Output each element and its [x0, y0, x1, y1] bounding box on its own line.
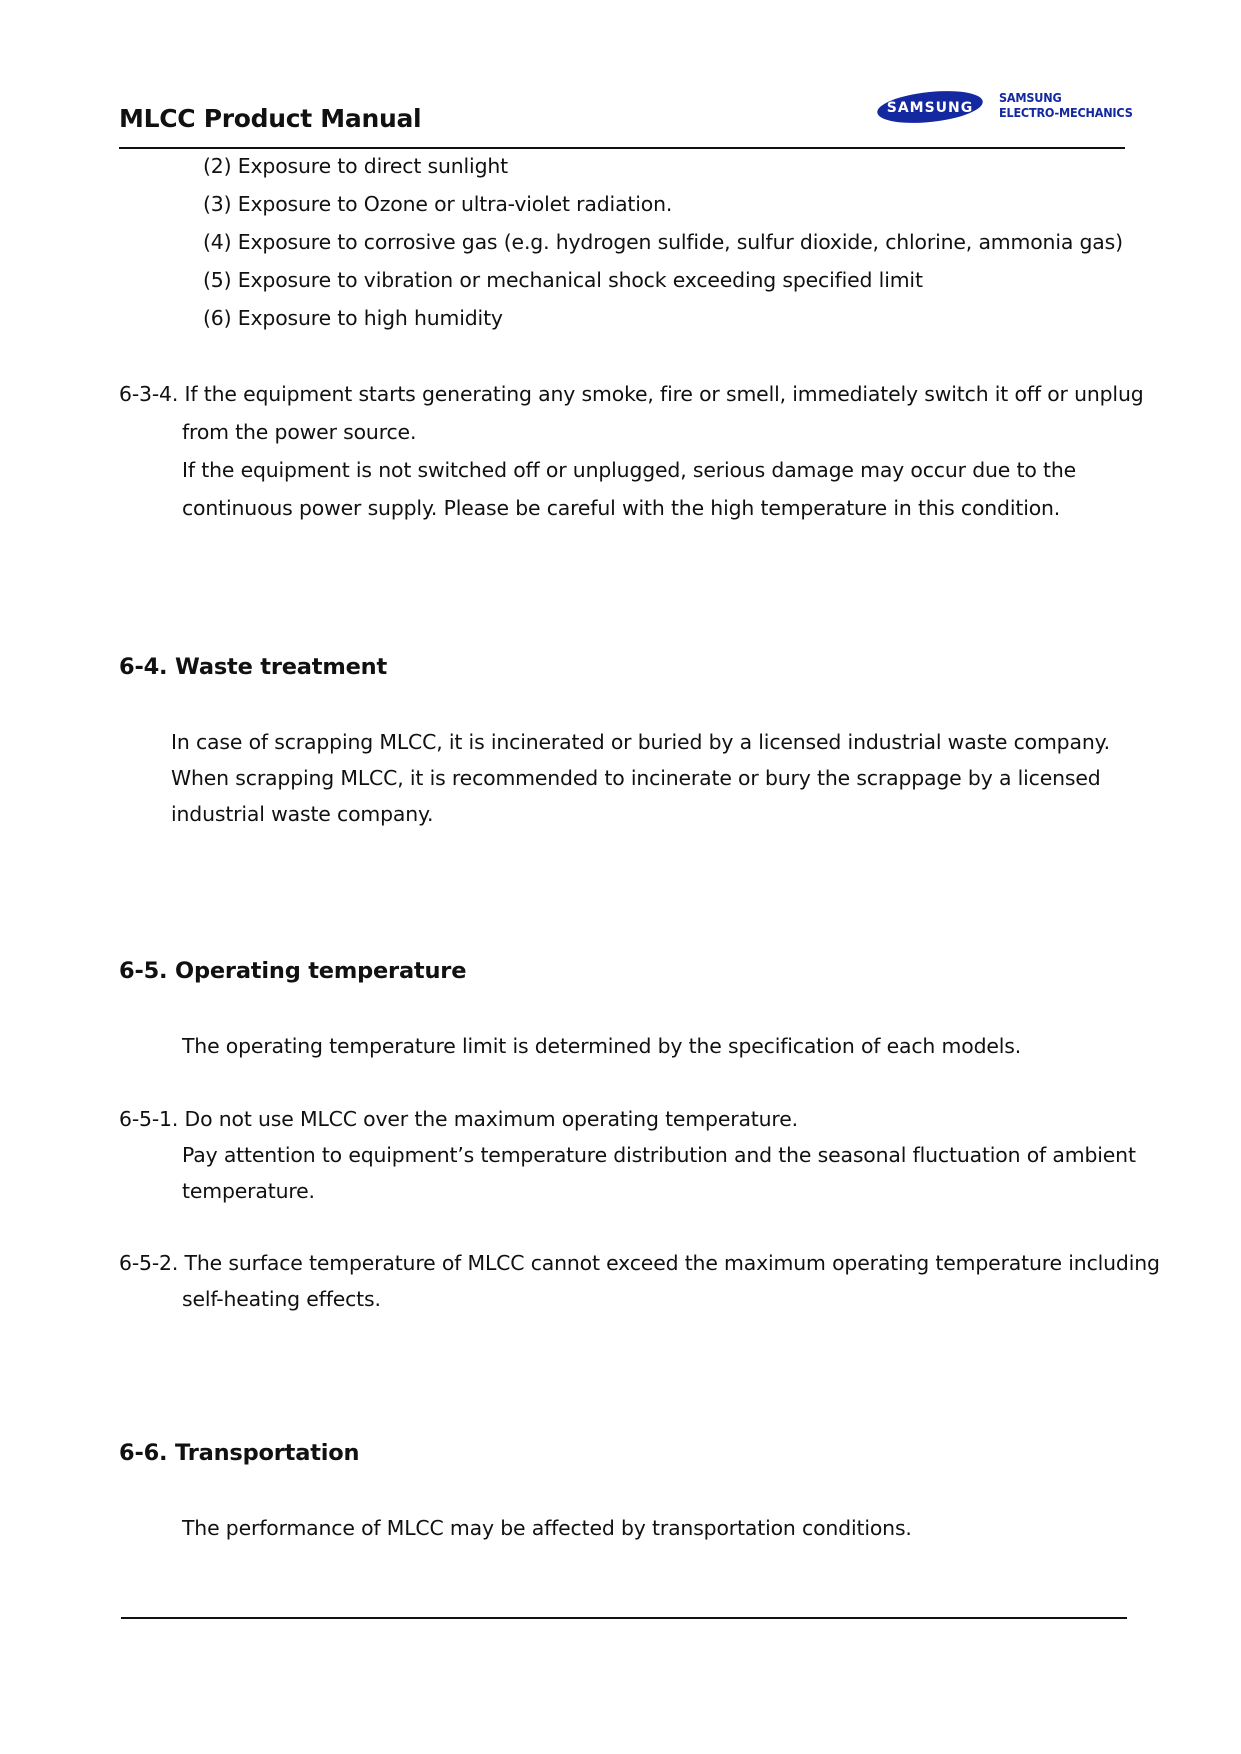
header-divider: [119, 147, 1125, 149]
company-name: [999, 90, 1133, 120]
paragraph-line: from the power source.: [182, 420, 417, 444]
samsung-oval-logo-icon: [876, 89, 984, 125]
paragraph-line: The operating temperature limit is determined by the specification of each models.: [182, 1034, 1022, 1058]
document-title: MLCC Product Manual: [119, 104, 422, 133]
list-item: (2) Exposure to direct sunlight: [203, 154, 508, 178]
paragraph-line: In case of scrapping MLCC, it is incinerated or buried by a licensed industrial waste company.: [171, 730, 1110, 754]
list-item: (3) Exposure to Ozone or ultra-violet radiation.: [203, 192, 673, 216]
samsung-wordmark: SAMSUNG: [886, 100, 974, 116]
paragraph-line: temperature.: [182, 1179, 315, 1203]
paragraph-line: continuous power supply. Please be careful with the high temperature in this condition.: [182, 496, 1061, 520]
paragraph-line: industrial waste company.: [171, 802, 434, 826]
paragraph-line: 6-3-4. If the equipment starts generating any smoke, fire or smell, immediately switch it off or unplug: [119, 382, 1144, 406]
section-heading: 6-6. Transportation: [119, 1440, 360, 1466]
paragraph-line: 6-5-1. Do not use MLCC over the maximum operating temperature.: [119, 1107, 798, 1131]
list-item: (5) Exposure to vibration or mechanical shock exceeding specified limit: [203, 268, 923, 292]
paragraph-line: 6-5-2. The surface temperature of MLCC cannot exceed the maximum operating temperature including: [119, 1251, 1160, 1275]
company-name-line-1: SAMSUNG: [999, 90, 1062, 105]
paragraph-line: Pay attention to equipment’s temperature distribution and the seasonal fluctuation of ambient: [182, 1143, 1136, 1167]
section-heading: 6-5. Operating temperature: [119, 958, 467, 984]
footer-divider: [121, 1617, 1127, 1619]
paragraph-line: If the equipment is not switched off or unplugged, serious damage may occur due to the: [182, 458, 1077, 482]
paragraph-line: self-heating effects.: [182, 1287, 381, 1311]
paragraph-line: The performance of MLCC may be affected by transportation conditions.: [182, 1516, 912, 1540]
list-item: (4) Exposure to corrosive gas (e.g. hydrogen sulfide, sulfur dioxide, chlorine, ammonia gas): [203, 230, 1123, 254]
section-heading: 6-4. Waste treatment: [119, 654, 387, 680]
samsung-electro-mechanics-logo: [876, 88, 1136, 128]
paragraph-line: When scrapping MLCC, it is recommended to incinerate or bury the scrappage by a licensed: [171, 766, 1101, 790]
company-name-line-2: ELECTRO-MECHANICS: [999, 105, 1133, 120]
list-item: (6) Exposure to high humidity: [203, 306, 503, 330]
